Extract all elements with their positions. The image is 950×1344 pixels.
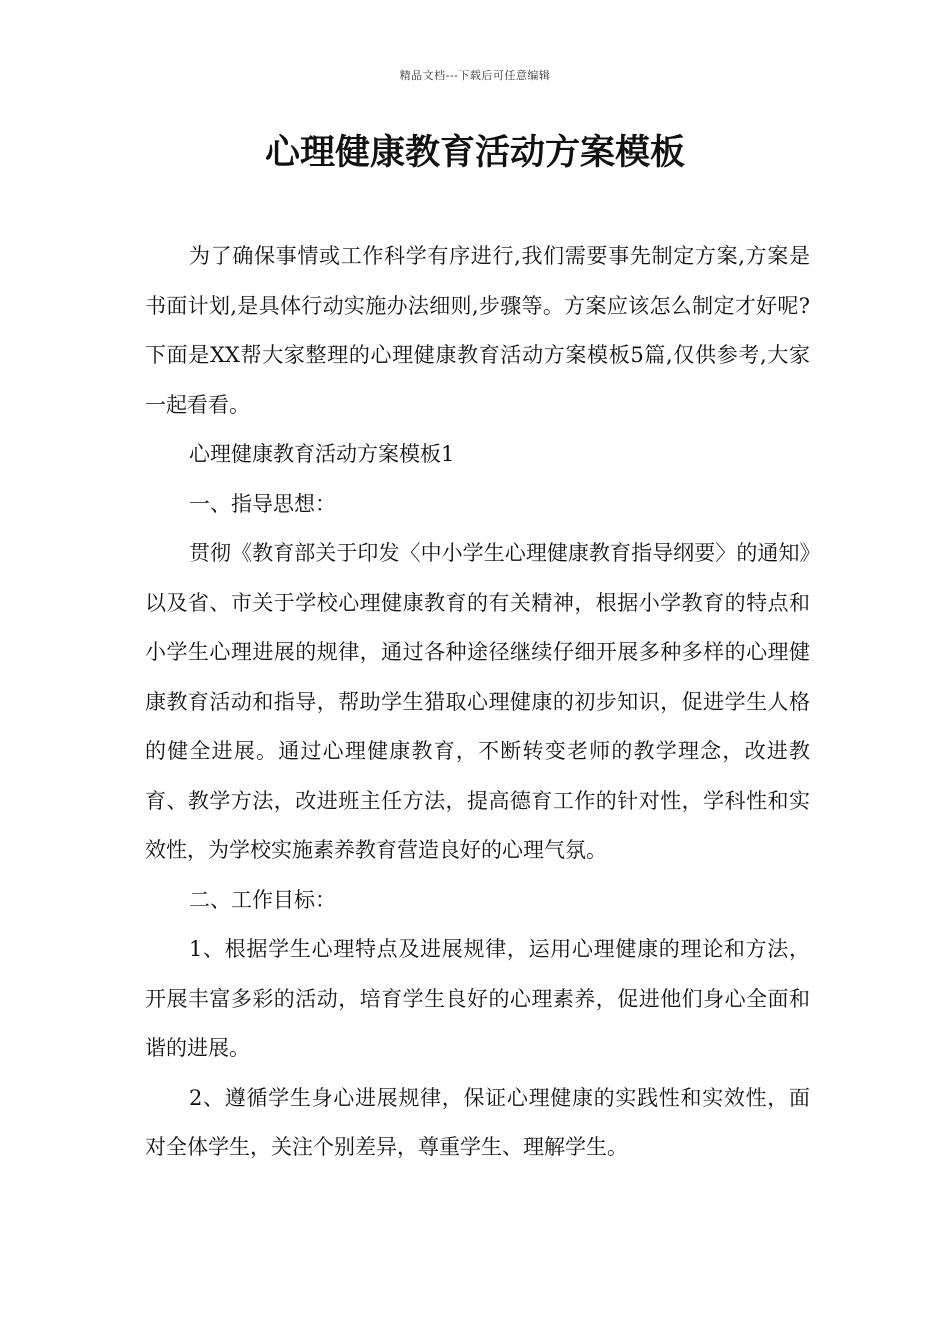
guiding-ideology-paragraph: 贯彻《教育部关于印发〈中小学生心理健康教育指导纲要〉的通知》以及省、市关于学校心理健康教育的有关精神，根据小学教育的特点和小学生心理进展的规律，通过各种途径继续仔细开展多种多样的心理健康教育活动和指导，帮助学生猎取心理健康的初步知识，促进学生人格的健全进展。通过心理健康教育，不断转变老师的教学理念，改进教育、教学方法，改进班主任方法，提高德育工作的针对性，学科性和实效性，为学校实施素养教育营造良好的心理气氛。: [145, 541, 810, 862]
intro-paragraph: 为了确保事情或工作科学有序进行,我们需要事先制定方案,方案是书面计划,是具体行动实施办法细则,步骤等。方案应该怎么制定才好呢?下面是XX帮大家整理的心理健康教育活动方案模板5篇,仅供参考,大家一起看看。: [145, 244, 810, 417]
goal-item-2: 2、遵循学生身心进展规律，保证心理健康的实践性和实效性，面对全体学生，关注个别差异，尊重学生、理解学生。: [145, 1085, 810, 1159]
heading-guiding-ideology: 一、指导思想：: [189, 491, 336, 516]
document-body: [145, 232, 810, 1173]
document-title: 心理健康教育活动方案模板: [264, 132, 685, 173]
header-note: 精品文档---下载后可任意编辑: [399, 69, 551, 82]
heading-work-goals: 二、工作目标：: [189, 887, 336, 912]
section-title-template-1: 心理健康教育活动方案模板1: [189, 442, 455, 466]
goal-item-1: 1、根据学生心理特点及进展规律，运用心理健康的理论和方法，开展丰富多彩的活动，培育学生良好的心理素养，促进他们身心全面和谐的进展。: [145, 937, 810, 1060]
